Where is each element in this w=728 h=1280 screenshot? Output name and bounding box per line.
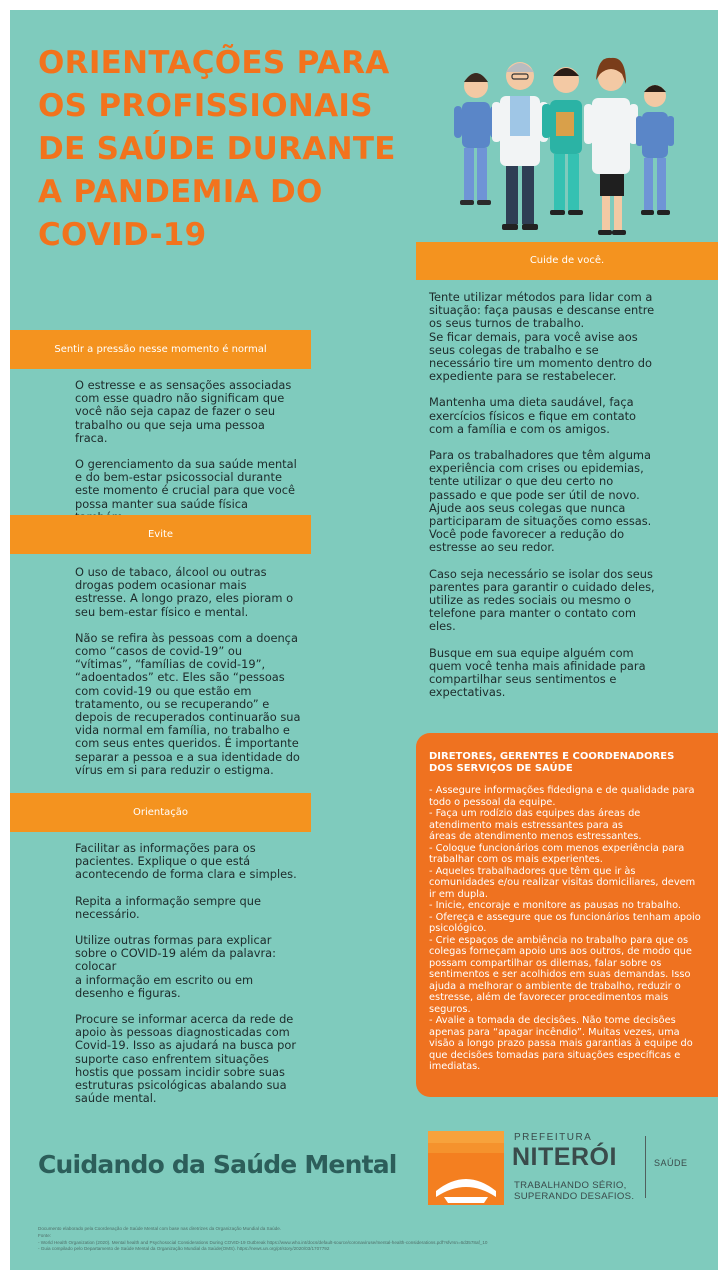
doctor-figure [454,73,498,205]
fine-print-line: - Guia compilado pelo Departamento de Saúde Mental da Organização Mundial da Saúde(OMS). https://news.un.org/pt/story/2020/03/1707792 [38,1246,330,1252]
list-item: - Aqueles trabalhadores que têm que ir às comunidades e/ou realizar visitas domiciliares, devem ir em dupla. [429,865,696,900]
list-item: - Faça um rodízio das equipes das áreas de atendimento mais estressantes para as áreas de atendimento menos estressantes. [429,808,642,842]
logo-niteroi: NITERÓI [512,1143,617,1171]
niteroi-logo [428,1128,712,1208]
doctor-figure [492,62,548,230]
niteroi-mark-icon [428,1131,504,1205]
list-item: - Assegure informações fidedigna e de qualidade para todo o pessoal da equipe. [429,785,695,808]
section-header-pressao [10,330,311,369]
paragraph: Facilitar as informações para os pacientes. Explique o que está acontecendo de forma clara e simples. [75,841,297,882]
section-text-pressao [75,379,301,537]
directors-list [429,785,704,1073]
section-header-label: Cuide de você. [529,255,605,266]
doctor-figure [584,58,638,235]
section-header-label: Sentir a pressão nesse momento é normal [54,344,267,355]
paragraph: Mantenha uma dieta saudável, faça exercícios físicos e fique em contato com a família e com os amigos. [429,395,637,436]
footer-title: Cuidando da Saúde Mental [38,1150,397,1179]
section-header-orientacao [10,793,311,832]
paragraph: Tente utilizar métodos para lidar com a situação: faça pausas e descanse entre os seus turnos de trabalho. Se ficar demais, para você avise aos seus colegas de trabalho e se necessário tire um momento dentro do expediente para se restabelecer. [429,290,655,384]
section-text-evite [75,566,301,790]
section-header-label: Orientação [132,807,189,818]
section-header-label: Evite [147,529,174,540]
paragraph: Para os trabalhadores que têm alguma experiência com crises ou epidemias, tente utilizar o que deu certo no passado e que pode ser útil de novo. Ajude aos seus colegas que nunca participaram de situações como essas. Você pode favorecer a redução do estresse ao seu redor. [429,448,652,555]
section-text-orientacao [75,842,301,1118]
doctors-illustration [450,50,676,242]
paragraph: Repita a informação sempre que necessário. [75,893,262,921]
doctor-figure [636,85,674,215]
fine-print-line: - World Health Organization (2020). Mental health and Psychosocial Considerations During COVID-19 Outbreak https://www.who.int/docs/default-source/coronaviruse/mental-health-considerations.pdf?sfvrsn=6d3578af_10 [38,1239,488,1245]
poster [10,10,718,1270]
list-item: - Inicie, encoraje e monitore as pausas no trabalho. [429,900,682,911]
directors-box [416,733,718,1097]
logo-divider [645,1136,646,1198]
section-header-evite [10,515,311,554]
page-title: ORIENTAÇÕES PARA OS PROFISSIONAIS DE SAÚDE DURANTE A PANDEMIA DO COVID-19 [38,45,396,253]
logo-slogan-line: TRABALHANDO SÉRIO, [514,1180,627,1191]
directors-title: DIRETORES, GERENTES E COORDENADORES DOS SERVIÇOS DE SAÚDE [429,751,675,774]
logo-prefeitura: PREFEITURA [514,1132,593,1143]
fine-print [38,1226,698,1253]
doctor-figure [542,67,583,215]
fine-print-line: Documento elaborado pela Coordenação de Saúde Mental com base nas diretrizes da Organização Mundial da Saúde. [38,1226,282,1231]
paragraph: Busque em sua equipe alguém com quem você tenha mais afinidade para compartilhar seus sentimentos e expectativas. [429,645,646,700]
section-text-cuide [429,291,661,712]
paragraph: O gerenciamento da sua saúde mental e do bem-estar psicossocial durante este momento é crucial para que você possa manter sua saúde física [75,457,297,511]
list-item: - Crie espaços de ambiência no trabalho para que os colegas forneçam apoio uns aos outros, de modo que possam compartilhar os dilemas, falar sobre os sentimentos e ser acolhidos em suas demandas. Isso ajuda a melhorar o ambiente de trabalho, reduzir o estresse, além de favorecer procedimentos mais seguros. [429,934,692,1015]
paragraph: Não se refira às pessoas com a doença como “casos de covid-19” ou “vítimas”, “famílias de covid-19”, “adoentados” etc. Eles são “pessoas com covid-19 ou que estão em tratamento, ou se recuperando” e depois de recuperados continuarão sua vida normal em família, no trabalho e com seus entes queridos. É importante separar a pessoa e a sua identidade do vírus em si para reduzir o estigma. [75,630,301,777]
fine-print-line: Fonte: [38,1232,52,1238]
paragraph: O uso de tabaco, álcool ou outras drogas podem ocasionar mais estresse. A longo prazo, eles pioram o seu bem-estar físico e mental. [75,565,294,619]
logo-slogan-line: SUPERANDO DESAFIOS. [514,1191,635,1202]
list-item: - Coloque funcionários com menos experiência para trabalhar com os mais experientes. [429,842,685,865]
paragraph: O estresse e as sensações associadas com esse quadro não significam que você não seja capaz de fazer o seu trabalho ou que seja uma pessoa fraca. [75,378,292,445]
list-item: - Avalie a tomada de decisões. Não tome decisões apenas para “apagar incêndio”. Muitas vezes, uma visão a longo prazo passa mais garantias à equipe do que decisões tomadas para situações específicas e imediatas. [429,1015,693,1072]
logo-slogan [514,1180,634,1202]
section-header-cuide [416,242,718,280]
logo-saude: SAÚDE [654,1158,688,1168]
paragraph: Caso seja necessário se isolar dos seus parentes para garantir o cuidado deles, utilize as redes sociais ou mesmo o telefone para manter o contato com eles. [429,566,655,634]
list-item: - Ofereça e assegure que os funcionários tenham apoio psicológico. [429,911,701,934]
paragraph: Utilize outras formas para explicar sobre o COVID-19 além da palavra: colocar a informação em escrito ou em desenho e figuras. [75,933,276,1000]
paragraph: Procure se informar acerca da rede de apoio às pessoas diagnosticadas com Covid-19. Isso as ajudará na busca por suporte caso enfrentem situações hostis que possam incidir sobre suas estruturas psicológicas abalando sua saúde mental. [75,1012,297,1106]
